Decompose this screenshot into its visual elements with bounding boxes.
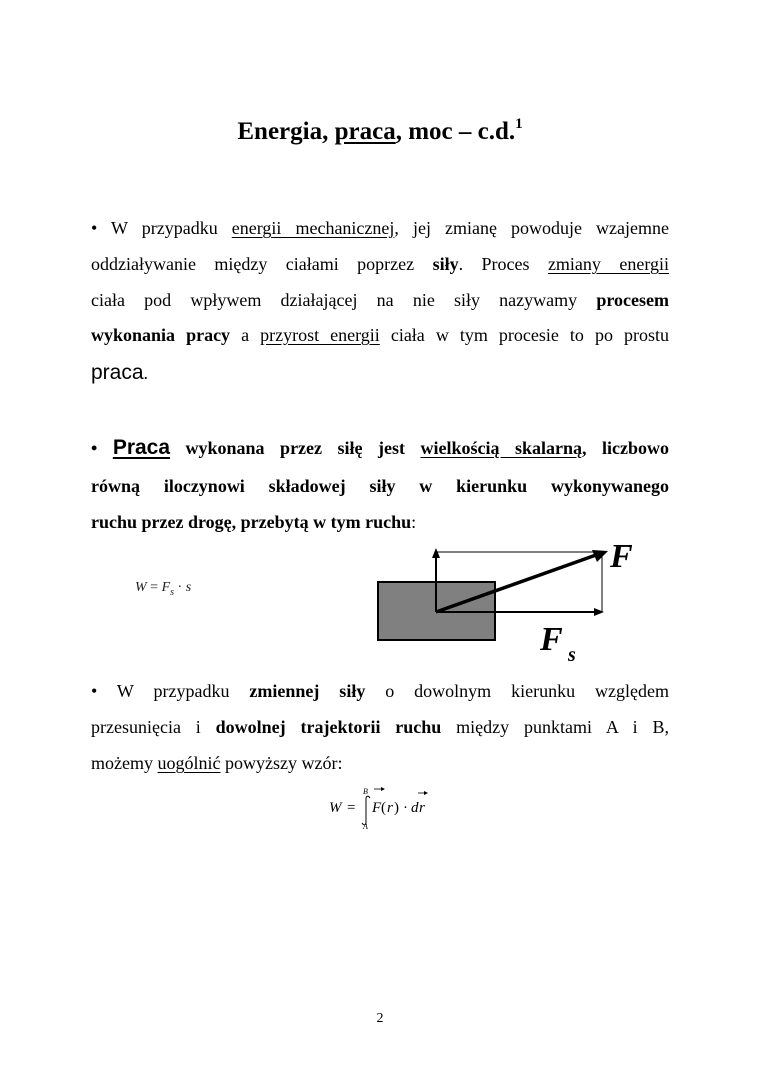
link-wielkoscia-skalarna[interactable]: wielkością skalarną: [420, 438, 583, 458]
svg-text:(: (: [381, 800, 386, 816]
paragraph-2-line-1: • Praca wykonana przez siłę jest wielkością skalarną, liczbowo: [91, 436, 670, 459]
formula-work-integral: [325, 782, 440, 834]
svg-text:W: W: [329, 800, 342, 816]
paragraph-2-line-2: równą iloczynowi składowej siły w kierunku wykonywanego: [91, 476, 669, 496]
vector-arrowhead-icon: [424, 791, 428, 795]
link-uogolnic[interactable]: uogólnić: [157, 753, 221, 773]
fs-label: F: [540, 621, 563, 658]
integral-lower-limit: A: [363, 822, 368, 831]
force-label: F: [610, 538, 633, 575]
paragraph-1-line-3: ciała pod wpływem działającej na nie siły nazywamy procesem: [91, 290, 669, 310]
svg-text:r: r: [387, 800, 393, 816]
bullet-icon: •: [91, 681, 98, 701]
svg-text:r: r: [419, 800, 425, 816]
link-zmiany-energii[interactable]: zmiany energii: [547, 254, 669, 274]
integral-upper-limit: B: [363, 787, 368, 796]
bullet-icon: •: [91, 218, 98, 238]
link-praca[interactable]: Praca: [112, 436, 171, 459]
vertical-arrowhead-icon: [432, 548, 440, 558]
svg-text:): ): [394, 800, 399, 816]
force-diagram: [370, 535, 660, 670]
paragraph-1-line-5: praca.: [91, 361, 149, 384]
title-link-praca[interactable]: praca: [334, 118, 396, 145]
page-title: Energia, praca, moc – c.d.$^1$: [237, 116, 523, 145]
paragraph-3-line-1: • W przypadku zmiennej siły o dowolnym kierunku względem: [91, 681, 669, 701]
vector-arrowhead-icon: [381, 787, 385, 791]
footnote-marker[interactable]: 1: [515, 116, 523, 132]
svg-text:=: =: [347, 800, 356, 816]
paragraph-1-line-2: oddziaływanie między ciałami poprzez siły. Proces zmiany energii: [91, 254, 669, 274]
link-energii-mechanicznej[interactable]: energii mechanicznej: [231, 218, 395, 238]
bullet-icon: •: [91, 438, 98, 458]
svg-text:d: d: [411, 800, 419, 816]
paragraph-3-line-2: przesunięcia i dowolnej trajektorii ruchu między punktami A i B,: [91, 717, 670, 737]
paragraph-3-line-3: możemy uogólnić powyższy wzór:: [91, 753, 343, 773]
paragraph-2-line-3: ruchu przez drogę, przebytą w tym ruchu:: [91, 512, 417, 532]
fs-label-subscript: s: [568, 644, 576, 666]
integral-sign-icon: [362, 796, 370, 825]
svg-text:F: F: [372, 800, 382, 816]
paragraph-1-line-4: wykonania pracy a przyrost energii ciała w tym procesie to po prostu: [91, 325, 669, 345]
link-przyrost-energii[interactable]: przyrost energii: [260, 325, 380, 345]
page-number: 2: [376, 1011, 384, 1026]
paragraph-1-line-1: • W przypadku energii mechanicznej, jej zmianę powoduje wzajemne: [91, 218, 669, 238]
formula-work-simple: $W = F_s \cdot s$: [135, 580, 192, 598]
svg-text:·: ·: [403, 800, 408, 816]
